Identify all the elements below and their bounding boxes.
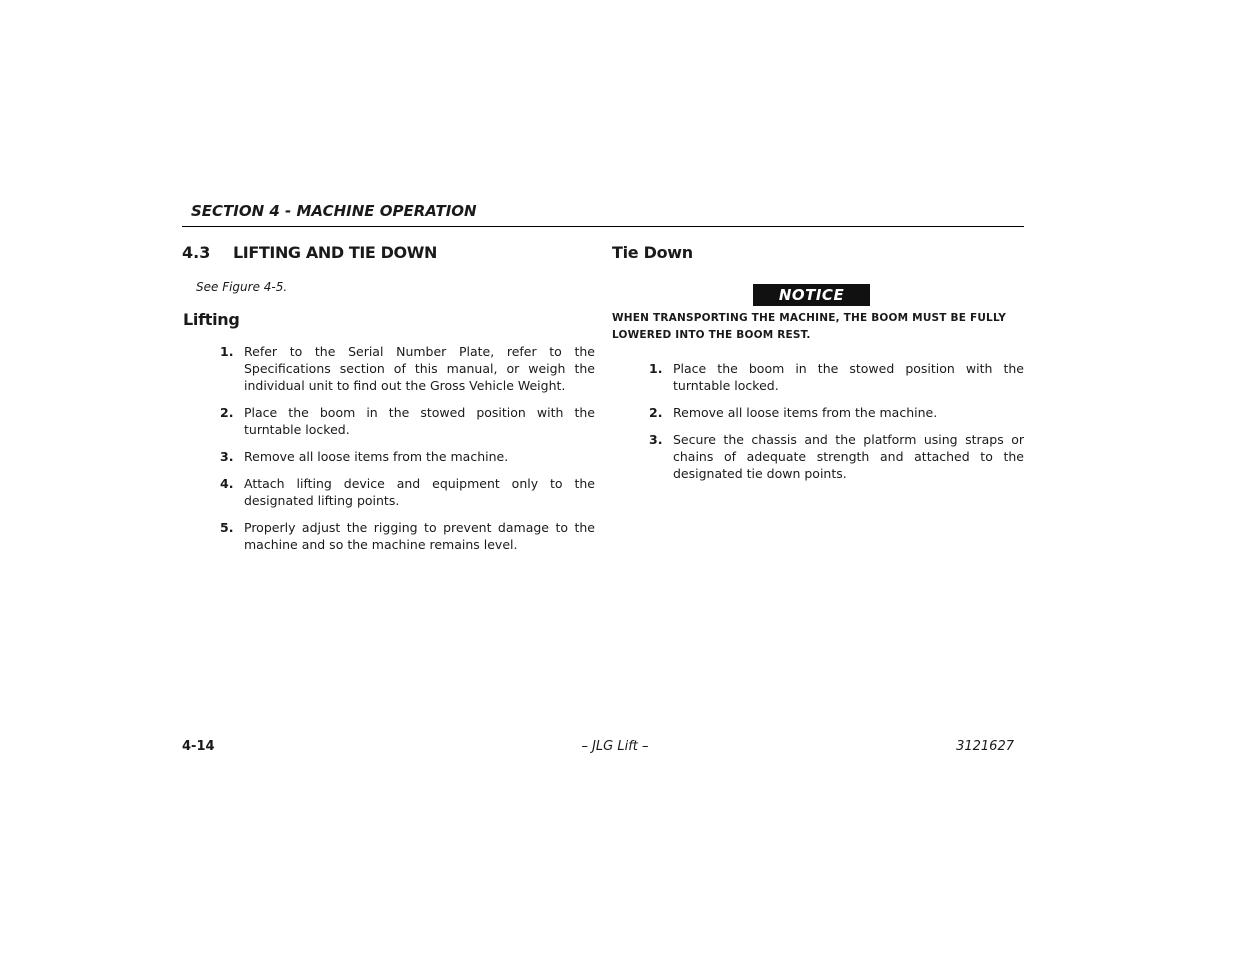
step-number: 1. xyxy=(220,344,234,359)
lifting-steps-list xyxy=(220,343,595,563)
document-number: 3121627 xyxy=(956,739,1014,754)
notice-badge: NOTICE xyxy=(753,284,870,306)
step-text: Remove all loose items from the machine. xyxy=(673,405,938,420)
tie-down-heading: Tie Down xyxy=(612,243,693,262)
header-divider xyxy=(182,226,1024,227)
list-item xyxy=(649,431,1024,482)
tie-down-steps-list xyxy=(649,360,1024,492)
step-text: Place the boom in the stowed position with the turntable locked. xyxy=(244,405,595,437)
list-item xyxy=(220,448,595,465)
list-item xyxy=(220,519,595,553)
step-number: 2. xyxy=(649,405,663,420)
list-item xyxy=(220,343,595,394)
step-text: Refer to the Serial Number Plate, refer to the Specifications section of this manual, or weigh the individual unit to find out the Gross Vehicle Weight. xyxy=(244,344,595,393)
figure-reference: See Figure 4-5. xyxy=(196,280,288,294)
step-text: Place the boom in the stowed position with the turntable locked. xyxy=(673,361,1024,393)
notice-text: WHEN TRANSPORTING THE MACHINE, THE BOOM MUST BE FULLY LOWERED INTO THE BOOM REST. xyxy=(612,312,1007,341)
step-text: Remove all loose items from the machine. xyxy=(244,449,509,464)
step-text: Attach lifting device and equipment only to the designated lifting points. xyxy=(244,476,595,508)
list-item xyxy=(220,404,595,438)
step-number: 4. xyxy=(220,476,234,491)
step-text: Properly adjust the rigging to prevent damage to the machine and so the machine remains level. xyxy=(244,520,595,552)
step-number: 3. xyxy=(649,432,663,447)
step-number: 2. xyxy=(220,405,234,420)
section-header: SECTION 4 - MACHINE OPERATION xyxy=(191,202,477,220)
step-number: 1. xyxy=(649,361,663,376)
step-number: 3. xyxy=(220,449,234,464)
step-text: Secure the chassis and the platform using straps or chains of adequate strength and attached to the designated tie down points. xyxy=(673,432,1024,481)
list-item xyxy=(649,360,1024,394)
section-number: 4.3 xyxy=(182,243,211,262)
step-number: 5. xyxy=(220,520,234,535)
list-item xyxy=(220,475,595,509)
lifting-heading: Lifting xyxy=(183,310,240,329)
section-title: LIFTING AND TIE DOWN xyxy=(233,243,437,262)
footer-brand: – JLG Lift – xyxy=(581,739,649,754)
page-number: 4-14 xyxy=(182,739,215,754)
list-item xyxy=(649,404,1024,421)
